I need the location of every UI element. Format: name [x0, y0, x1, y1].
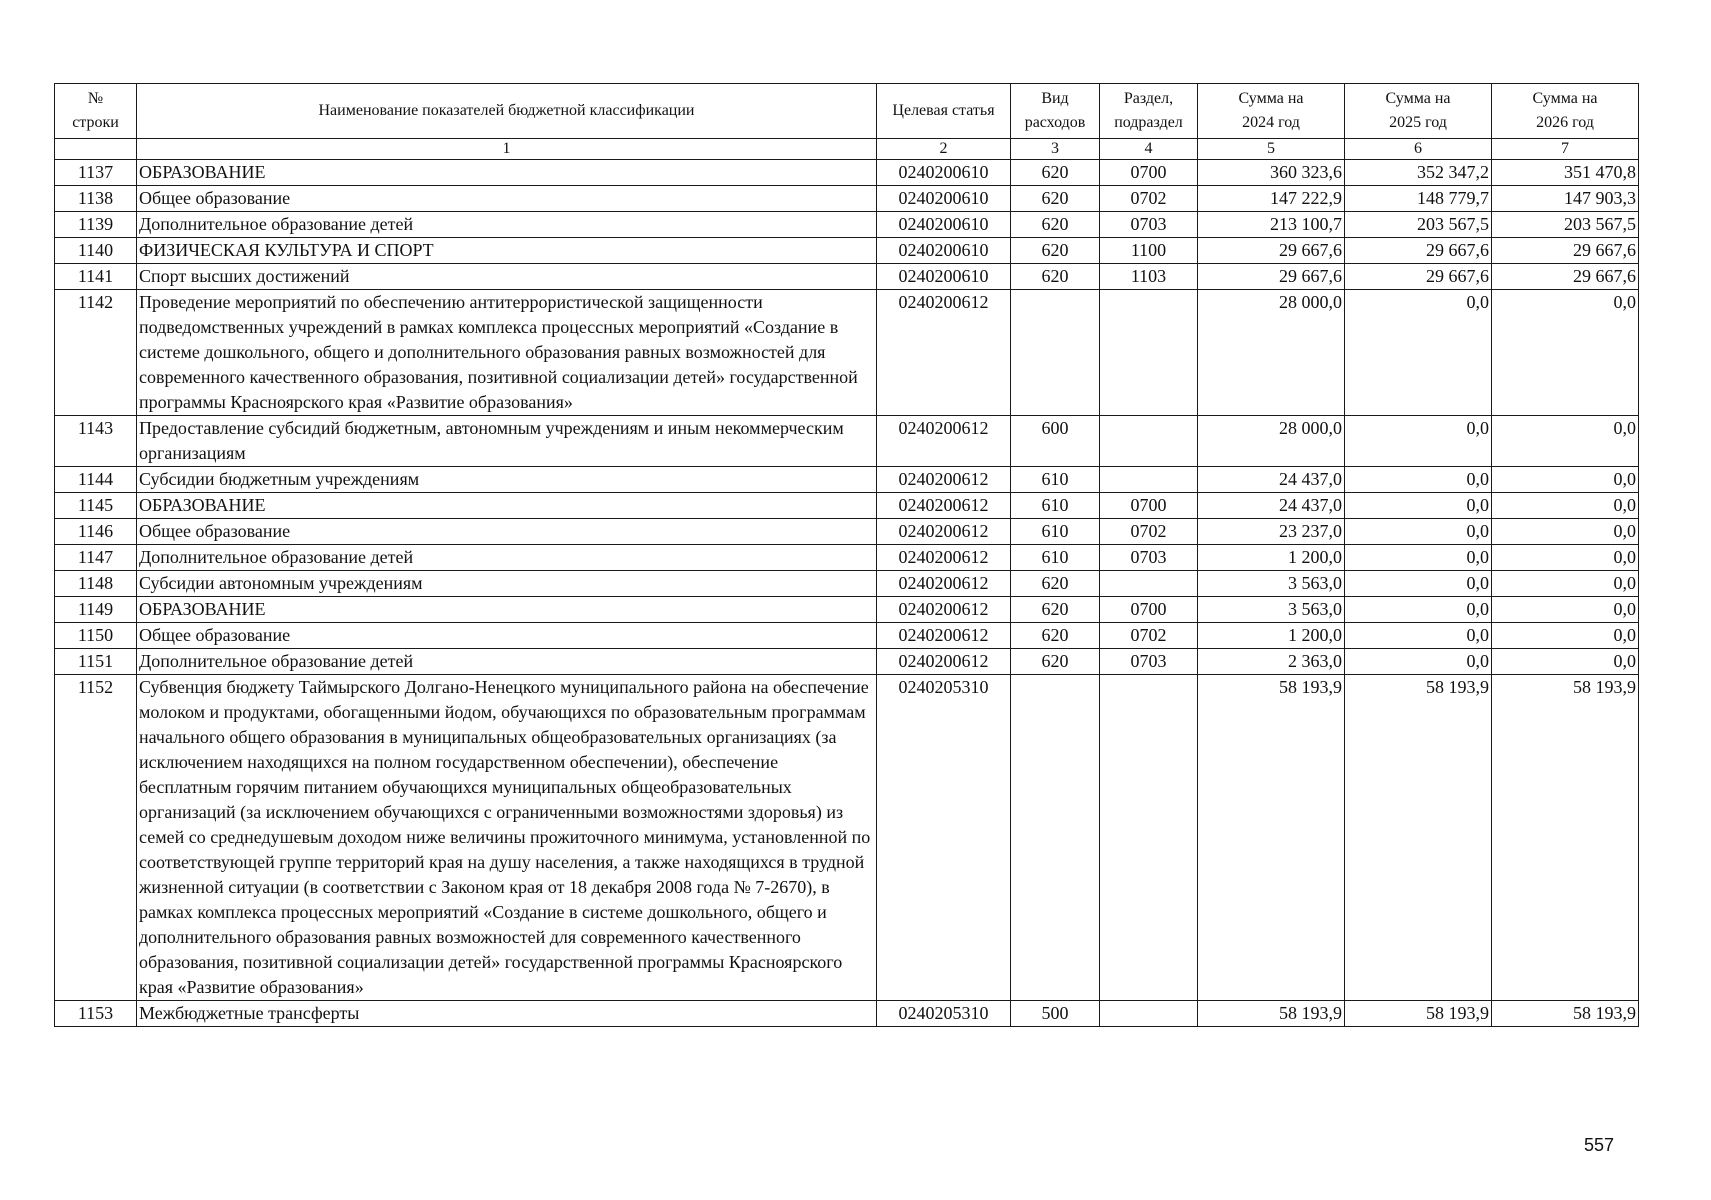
- row-sum-2025: 0,0: [1345, 519, 1492, 545]
- row-expense-kind: [1011, 290, 1100, 416]
- column-number: [55, 139, 137, 160]
- header-target: Целевая статья: [877, 84, 1011, 139]
- table-row: [55, 416, 1639, 467]
- row-target-code: 0240200612: [877, 467, 1011, 493]
- row-sum-2024: 1 200,0: [1198, 623, 1345, 649]
- row-section: 0703: [1100, 545, 1198, 571]
- row-number: 1140: [55, 238, 137, 264]
- row-section: [1100, 416, 1198, 467]
- table-row: [55, 545, 1639, 571]
- row-sum-2024: 28 000,0: [1198, 290, 1345, 416]
- row-section: 0700: [1100, 493, 1198, 519]
- row-expense-kind: 600: [1011, 416, 1100, 467]
- column-number: 5: [1198, 139, 1345, 160]
- row-number: 1137: [55, 160, 137, 186]
- row-target-code: 0240200612: [877, 571, 1011, 597]
- row-name: Предоставление субсидий бюджетным, автономным учреждениям и иным некоммерческим организациям: [137, 416, 877, 467]
- row-sum-2026: 0,0: [1492, 290, 1639, 416]
- row-sum-2024: 24 437,0: [1198, 467, 1345, 493]
- column-number: 7: [1492, 139, 1639, 160]
- table-row: [55, 290, 1639, 416]
- row-name: Дополнительное образование детей: [137, 545, 877, 571]
- row-target-code: 0240200610: [877, 264, 1011, 290]
- row-sum-2025: 0,0: [1345, 416, 1492, 467]
- row-sum-2025: 0,0: [1345, 545, 1492, 571]
- row-name: Межбюджетные трансферты: [137, 1001, 877, 1027]
- row-section: [1100, 290, 1198, 416]
- row-number: 1145: [55, 493, 137, 519]
- row-sum-2025: 0,0: [1345, 290, 1492, 416]
- header-name: Наименование показателей бюджетной классификации: [137, 84, 877, 139]
- row-section: 0702: [1100, 623, 1198, 649]
- row-sum-2026: 0,0: [1492, 623, 1639, 649]
- row-section: 0703: [1100, 212, 1198, 238]
- row-sum-2024: 58 193,9: [1198, 1001, 1345, 1027]
- row-section: 0703: [1100, 649, 1198, 675]
- row-sum-2025: 148 779,7: [1345, 186, 1492, 212]
- row-sum-2026: 0,0: [1492, 493, 1639, 519]
- row-sum-2026: 0,0: [1492, 545, 1639, 571]
- row-sum-2024: 1 200,0: [1198, 545, 1345, 571]
- row-name: ОБРАЗОВАНИЕ: [137, 597, 877, 623]
- row-expense-kind: 610: [1011, 519, 1100, 545]
- row-name: Субвенция бюджету Таймырского Долгано-Ненецкого муниципального района на обеспечение молоком и продуктами, обогащенными йодом, обучающихся по образовательным программам начального общего образования в муниципальных общеобразовательных организациях (за исключением находящихся на полном государственном обеспечении), обеспечение бесплатным горячим питанием обучающихся муниципальных общеобразовательных организаций (за исключением обучающихся с ограниченными возможностями здоровья) из семей со среднедушевым доходом ниже величины прожиточного минимума, установленной по соответствующей группе территорий края на душу населения, а также находящихся в трудной жизненной ситуации (в соответствии с Законом края от 18 декабря 2008 года № 7-2670), в рамках комплекса процессных мероприятий «Создание в системе дошкольного, общего и дополнительного образования равных возможностей для современного качественного образования, позитивной социализации детей» государственной программы Красноярского края «Развитие образования»: [137, 675, 877, 1001]
- row-sum-2025: 0,0: [1345, 623, 1492, 649]
- row-section: 1103: [1100, 264, 1198, 290]
- row-sum-2024: 3 563,0: [1198, 597, 1345, 623]
- row-sum-2025: 352 347,2: [1345, 160, 1492, 186]
- row-expense-kind: 620: [1011, 649, 1100, 675]
- row-sum-2026: 29 667,6: [1492, 238, 1639, 264]
- row-number: 1143: [55, 416, 137, 467]
- table-row: [55, 675, 1639, 1001]
- row-sum-2024: 29 667,6: [1198, 238, 1345, 264]
- row-section: [1100, 675, 1198, 1001]
- header-row: [55, 84, 1639, 139]
- row-expense-kind: 620: [1011, 264, 1100, 290]
- row-sum-2026: 58 193,9: [1492, 1001, 1639, 1027]
- row-sum-2024: 58 193,9: [1198, 675, 1345, 1001]
- row-sum-2026: 147 903,3: [1492, 186, 1639, 212]
- header-section: Раздел, подраздел: [1100, 84, 1198, 139]
- row-sum-2026: 29 667,6: [1492, 264, 1639, 290]
- row-section: 0702: [1100, 186, 1198, 212]
- row-section: [1100, 467, 1198, 493]
- row-sum-2024: 147 222,9: [1198, 186, 1345, 212]
- table-row: [55, 238, 1639, 264]
- row-expense-kind: [1011, 675, 1100, 1001]
- row-sum-2026: 0,0: [1492, 649, 1639, 675]
- row-expense-kind: 610: [1011, 545, 1100, 571]
- row-sum-2024: 24 437,0: [1198, 493, 1345, 519]
- row-name: Спорт высших достижений: [137, 264, 877, 290]
- page-number: 557: [1584, 1135, 1615, 1155]
- row-sum-2025: 0,0: [1345, 493, 1492, 519]
- table-row: [55, 571, 1639, 597]
- row-target-code: 0240200612: [877, 649, 1011, 675]
- row-sum-2024: 3 563,0: [1198, 571, 1345, 597]
- column-number: 1: [137, 139, 877, 160]
- row-number: 1139: [55, 212, 137, 238]
- row-target-code: 0240200612: [877, 416, 1011, 467]
- table-row: [55, 623, 1639, 649]
- row-sum-2026: 58 193,9: [1492, 675, 1639, 1001]
- row-name: Субсидии автономным учреждениям: [137, 571, 877, 597]
- row-section: [1100, 571, 1198, 597]
- row-target-code: 0240200610: [877, 238, 1011, 264]
- row-name: ОБРАЗОВАНИЕ: [137, 160, 877, 186]
- row-name: Проведение мероприятий по обеспечению антитеррористической защищенности подведомственных учреждений в рамках комплекса процессных мероприятий «Создание в системе дошкольного, общего и дополнительного образования равных возможностей для современного качественного образования, позитивной социализации детей» государственной программы Красноярского края «Развитие образования»: [137, 290, 877, 416]
- table-row: [55, 212, 1639, 238]
- row-expense-kind: 620: [1011, 160, 1100, 186]
- row-number: 1141: [55, 264, 137, 290]
- row-sum-2026: 0,0: [1492, 519, 1639, 545]
- row-sum-2025: 0,0: [1345, 571, 1492, 597]
- row-target-code: 0240205310: [877, 1001, 1011, 1027]
- row-expense-kind: 620: [1011, 597, 1100, 623]
- row-sum-2025: 203 567,5: [1345, 212, 1492, 238]
- row-sum-2025: 0,0: [1345, 467, 1492, 493]
- row-section: [1100, 1001, 1198, 1027]
- row-target-code: 0240200612: [877, 519, 1011, 545]
- row-target-code: 0240200612: [877, 597, 1011, 623]
- row-expense-kind: 620: [1011, 623, 1100, 649]
- row-section: 0702: [1100, 519, 1198, 545]
- table-row: [55, 649, 1639, 675]
- row-sum-2026: 0,0: [1492, 597, 1639, 623]
- row-number: 1144: [55, 467, 137, 493]
- row-expense-kind: 500: [1011, 1001, 1100, 1027]
- row-sum-2025: 29 667,6: [1345, 238, 1492, 264]
- header-expense-kind: Вид расходов: [1011, 84, 1100, 139]
- row-sum-2026: 203 567,5: [1492, 212, 1639, 238]
- budget-table: [54, 83, 1639, 1027]
- row-expense-kind: 620: [1011, 571, 1100, 597]
- row-target-code: 0240200610: [877, 212, 1011, 238]
- row-number: 1153: [55, 1001, 137, 1027]
- row-number: 1148: [55, 571, 137, 597]
- row-sum-2024: 29 667,6: [1198, 264, 1345, 290]
- row-name: ОБРАЗОВАНИЕ: [137, 493, 877, 519]
- row-sum-2025: 0,0: [1345, 597, 1492, 623]
- header-row-number: № строки: [55, 84, 137, 139]
- row-number: 1149: [55, 597, 137, 623]
- header-sum-2026: Сумма на 2026 год: [1492, 84, 1639, 139]
- row-sum-2026: 0,0: [1492, 571, 1639, 597]
- row-target-code: 0240200612: [877, 290, 1011, 416]
- row-target-code: 0240200610: [877, 186, 1011, 212]
- row-expense-kind: 620: [1011, 238, 1100, 264]
- row-sum-2024: 360 323,6: [1198, 160, 1345, 186]
- table-row: [55, 519, 1639, 545]
- table-row: [55, 186, 1639, 212]
- row-expense-kind: 620: [1011, 186, 1100, 212]
- row-target-code: 0240205310: [877, 675, 1011, 1001]
- row-sum-2025: 29 667,6: [1345, 264, 1492, 290]
- row-sum-2025: 58 193,9: [1345, 1001, 1492, 1027]
- row-sum-2026: 351 470,8: [1492, 160, 1639, 186]
- row-target-code: 0240200612: [877, 493, 1011, 519]
- row-target-code: 0240200610: [877, 160, 1011, 186]
- row-number: 1152: [55, 675, 137, 1001]
- row-name: Общее образование: [137, 186, 877, 212]
- row-name: ФИЗИЧЕСКАЯ КУЛЬТУРА И СПОРТ: [137, 238, 877, 264]
- row-section: 0700: [1100, 160, 1198, 186]
- table-row: [55, 597, 1639, 623]
- header-sum-2024: Сумма на 2024 год: [1198, 84, 1345, 139]
- row-sum-2026: 0,0: [1492, 467, 1639, 493]
- column-number: 6: [1345, 139, 1492, 160]
- table-body: [55, 160, 1639, 1027]
- row-sum-2025: 0,0: [1345, 649, 1492, 675]
- row-target-code: 0240200612: [877, 545, 1011, 571]
- column-number: 3: [1011, 139, 1100, 160]
- column-number: 4: [1100, 139, 1198, 160]
- row-number: 1142: [55, 290, 137, 416]
- row-sum-2025: 58 193,9: [1345, 675, 1492, 1001]
- row-sum-2024: 28 000,0: [1198, 416, 1345, 467]
- table-row: [55, 1001, 1639, 1027]
- row-number: 1138: [55, 186, 137, 212]
- row-section: 0700: [1100, 597, 1198, 623]
- row-name: Общее образование: [137, 623, 877, 649]
- header-sum-2025: Сумма на 2025 год: [1345, 84, 1492, 139]
- row-number: 1147: [55, 545, 137, 571]
- row-expense-kind: 620: [1011, 212, 1100, 238]
- row-sum-2024: 2 363,0: [1198, 649, 1345, 675]
- row-sum-2026: 0,0: [1492, 416, 1639, 467]
- row-name: Дополнительное образование детей: [137, 212, 877, 238]
- row-sum-2024: 213 100,7: [1198, 212, 1345, 238]
- row-name: Субсидии бюджетным учреждениям: [137, 467, 877, 493]
- column-numbers-row: [55, 139, 1639, 160]
- row-number: 1151: [55, 649, 137, 675]
- table-row: [55, 493, 1639, 519]
- row-name: Общее образование: [137, 519, 877, 545]
- row-number: 1146: [55, 519, 137, 545]
- table-row: [55, 467, 1639, 493]
- row-section: 1100: [1100, 238, 1198, 264]
- row-expense-kind: 610: [1011, 467, 1100, 493]
- row-sum-2024: 23 237,0: [1198, 519, 1345, 545]
- column-number: 2: [877, 139, 1011, 160]
- row-number: 1150: [55, 623, 137, 649]
- row-expense-kind: 610: [1011, 493, 1100, 519]
- row-name: Дополнительное образование детей: [137, 649, 877, 675]
- table-row: [55, 160, 1639, 186]
- row-target-code: 0240200612: [877, 623, 1011, 649]
- table-row: [55, 264, 1639, 290]
